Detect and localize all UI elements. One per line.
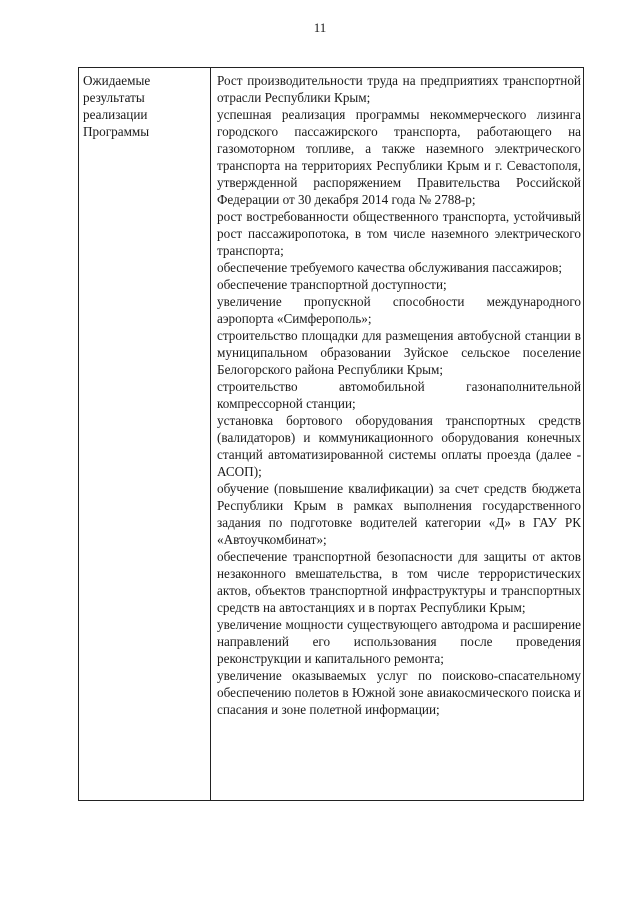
result-item: установка бортового оборудования транспортных средств (валидаторов) и коммуникационного оборудования конечных станций автоматизированной системы оплаты проезда (далее - АСОП); <box>217 413 581 479</box>
result-item: строительство площадки для размещения автобусной станции в муниципальном образовании Зуйское сельское поселение Белогорского района Республики Крым; <box>217 328 581 377</box>
result-item: обеспечение транспортной доступности; <box>217 277 447 292</box>
row-label-cell <box>83 72 207 140</box>
result-item: Рост производительности труда на предприятиях транспортной отрасли Республики Крым; <box>217 73 581 105</box>
result-item: увеличение оказываемых услуг по поисково-спасательному обеспечению полетов в Южной зоне авиакосмического поиска и спасания и зоне полетной информации; <box>217 668 581 717</box>
result-item: увеличение мощности существующего автодрома и расширение направлений его использования после проведения реконструкции и капитального ремонта; <box>217 617 581 666</box>
result-item: обеспечение транспортной безопасности для защиты от актов незаконного вмешательства, в том числе террористических актов, объектов транспортной инфраструктуры и транспортных средств на автостанциях и в портах Республики Крым; <box>217 549 581 615</box>
expected-results-cell <box>217 72 581 718</box>
row-label-line: Ожидаемые <box>83 73 151 88</box>
result-item: успешная реализация программы некоммерческого лизинга городского пассажирского транспорта, работающего на газомоторном топливе, а также наземного электрического транспорта на территориях Республики Крым и г. Севастополя, утвержденной распоряжением Правительства Российской Федерации от 30 декабря 2014 года № 2788-р; <box>217 107 581 207</box>
result-item: рост востребованности общественного транспорта, устойчивый рост пассажиропотока, в том числе наземного электрического транспорта; <box>217 209 581 258</box>
result-item: строительство автомобильной газонаполнительной компрессорной станции; <box>217 379 581 411</box>
column-divider <box>210 68 211 800</box>
result-item: обучение (повышение квалификации) за счет средств бюджета Республики Крым в рамках выполнения государственного задания по подготовке водителей категории «Д» в ГАУ РК «Автоучкомбинат»; <box>217 481 581 547</box>
row-label-line: результаты <box>83 90 145 105</box>
page-number: 11 <box>313 20 327 35</box>
result-item: обеспечение требуемого качества обслуживания пассажиров; <box>217 260 563 275</box>
row-label-line: Программы <box>83 124 150 139</box>
row-label-line: реализации <box>83 107 148 122</box>
result-item: увеличение пропускной способности международного аэропорта «Симферополь»; <box>217 294 581 326</box>
program-table <box>78 67 584 801</box>
